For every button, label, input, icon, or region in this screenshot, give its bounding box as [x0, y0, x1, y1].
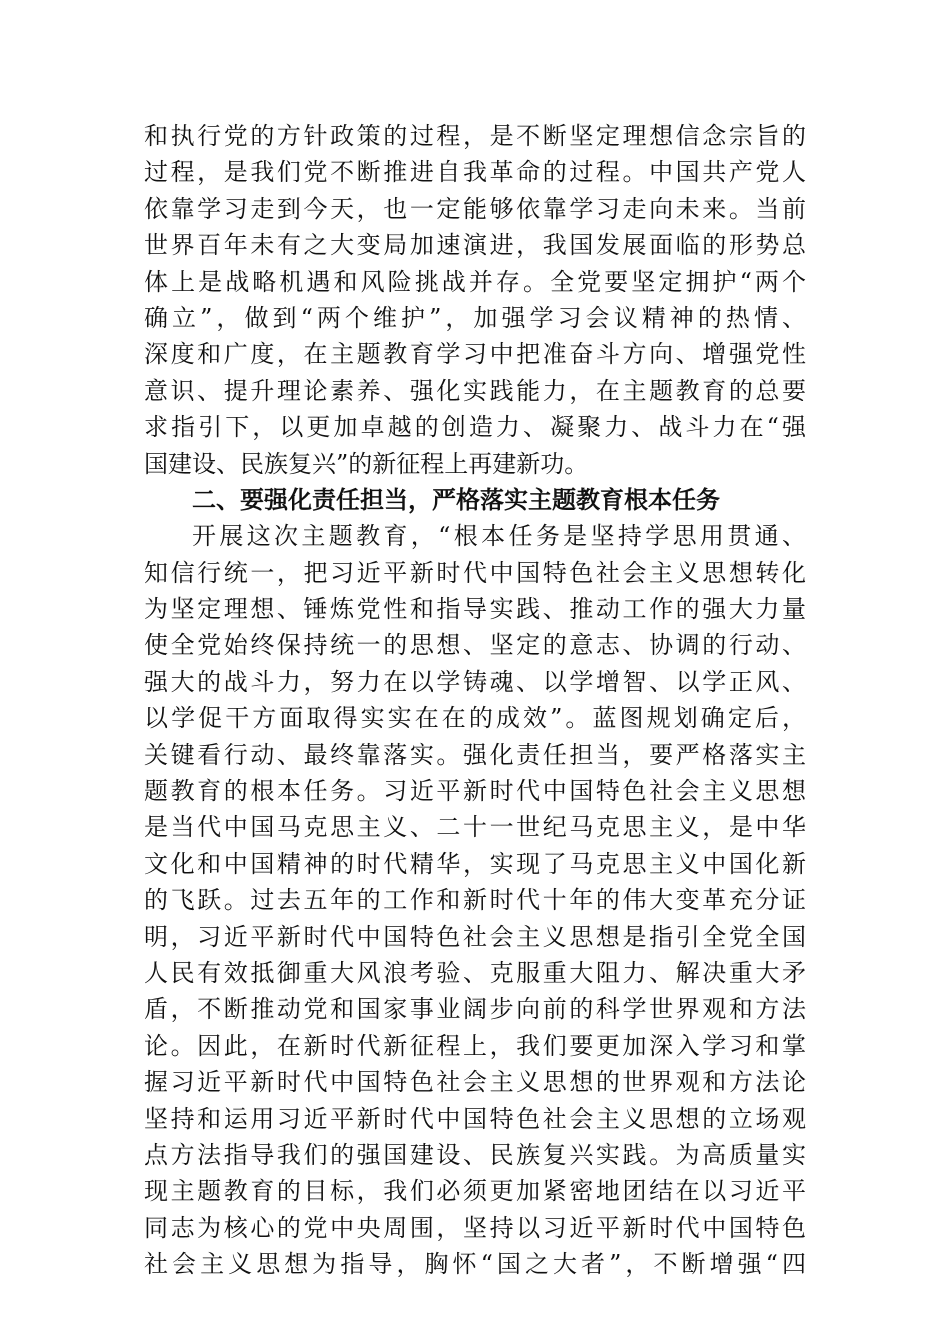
text-line: 过程，是我们党不断推进自我革命的过程。中国共产党人	[144, 158, 806, 187]
text-line: 关键看行动、最终靠落实。强化责任担当，要严格落实主	[144, 740, 806, 769]
text-line: 是当代中国马克思主义、二十一世纪马克思主义，是中华	[144, 813, 806, 842]
text-line: 确立”，做到“两个维护”，加强学习会议精神的热情、	[144, 303, 806, 332]
text-line: 世界百年未有之大变局加速演进，我国发展面临的形势总	[144, 231, 806, 260]
text-line: 人民有效抵御重大风浪考验、克服重大阻力、解决重大矛	[144, 958, 806, 987]
text-line: 和执行党的方针政策的过程，是不断坚定理想信念宗旨的	[144, 122, 806, 150]
text-line: 国建设、民族复兴”的新征程上再建新功。	[144, 449, 589, 478]
text-line: 开展这次主题教育，“根本任务是坚持学思用贯通、	[192, 522, 806, 551]
text-line: 同志为核心的党中央周围，坚持以习近平新时代中国特色	[144, 1213, 806, 1242]
text-line: 求指引下，以更加卓越的创造力、凝聚力、战斗力在“强	[144, 413, 806, 442]
text-line: 依靠学习走到今天，也一定能够依靠学习走向未来。当前	[144, 194, 806, 223]
text-line: 知信行统一，把习近平新时代中国特色社会主义思想转化	[144, 558, 806, 587]
document-page	[144, 118, 806, 1283]
text-line: 现主题教育的目标，我们必须更加紧密地团结在以习近平	[144, 1177, 806, 1206]
paragraph-1	[144, 118, 806, 482]
text-line: 使全党始终保持统一的思想、坚定的意志、协调的行动、	[144, 631, 806, 660]
text-line: 意识、提升理论素养、强化实践能力，在主题教育的总要	[144, 376, 806, 405]
text-line: 明，习近平新时代中国特色社会主义思想是指引全党全国	[144, 922, 806, 951]
text-line: 题教育的根本任务。习近平新时代中国特色社会主义思想	[144, 777, 806, 806]
text-line: 深度和广度，在主题教育学习中把准奋斗方向、增强党性	[144, 340, 806, 369]
text-line: 体上是战略机遇和风险挑战并存。全党要坚定拥护“两个	[144, 267, 806, 296]
text-line: 盾，不断推动党和国家事业阔步向前的科学世界观和方法	[144, 995, 806, 1024]
text-line: 社会主义思想为指导，胸怀“国之大者”，不断增强“四	[144, 1250, 806, 1279]
text-line: 点方法指导我们的强国建设、民族复兴实践。为高质量实	[144, 1140, 806, 1169]
text-line: 坚持和运用习近平新时代中国特色社会主义思想的立场观	[144, 1104, 806, 1133]
text-line: 文化和中国精神的时代精华，实现了马克思主义中国化新	[144, 849, 806, 878]
text-line: 论。因此，在新时代新征程上，我们要更加深入学习和掌	[144, 1031, 806, 1060]
section-heading: 二、要强化责任担当，严格落实主题教育根本任务	[192, 485, 720, 514]
text-line: 强大的战斗力，努力在以学铸魂、以学增智、以学正风、	[144, 667, 806, 696]
text-line: 以学促干方面取得实实在在的成效”。蓝图规划确定后，	[144, 704, 806, 733]
text-line: 握习近平新时代中国特色社会主义思想的世界观和方法论	[144, 1068, 806, 1097]
paragraph-2	[144, 518, 806, 1282]
text-line: 的飞跃。过去五年的工作和新时代十年的伟大变革充分证	[144, 886, 806, 915]
text-line: 为坚定理想、锤炼党性和指导实践、推动工作的强大力量	[144, 595, 806, 624]
